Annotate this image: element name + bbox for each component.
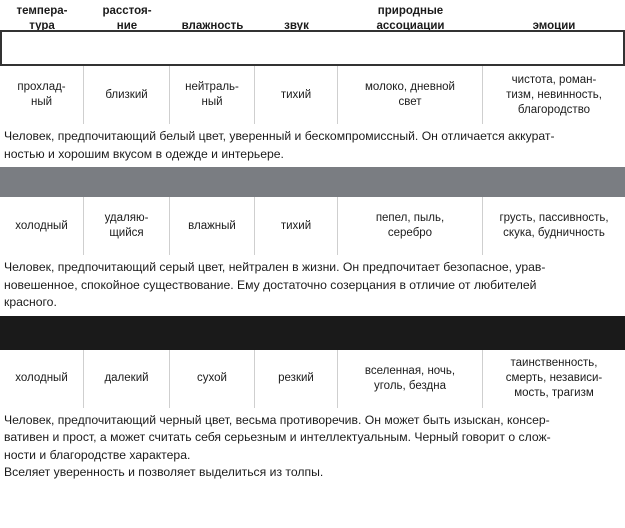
cell-distance: далекий [84, 350, 170, 408]
description-line: Человек, предпочитающий белый цвет, уверенный и бескомпромиссный. Он отличается аккурат- [4, 129, 555, 143]
cell-nature-associations: пепел, пыль, серебро [338, 197, 483, 255]
cell-temperature: холодный [0, 350, 84, 408]
color-swatch-gray [0, 167, 625, 197]
description-line: красного. [4, 295, 57, 309]
cell-distance: удаляю- щийся [84, 197, 170, 255]
cell-humidity: нейтраль- ный [170, 66, 255, 124]
column-header-temperature: темпера- тура [16, 5, 68, 30]
attribute-row-black [0, 350, 625, 408]
description-line: новешенное, спокойное существование. Ему достаточно созерцания в отличие от любителей [4, 277, 537, 292]
table-row [0, 30, 625, 167]
color-swatch-black [0, 316, 625, 350]
cell-temperature: прохлад- ный [0, 66, 84, 124]
cell-sound: тихий [255, 197, 338, 255]
description-extra-line: Вселяет уверенность и позволяет выделиться из толпы. [4, 465, 324, 479]
cell-sound: тихий [255, 66, 338, 124]
description-line: вативен и прост, а может считать себя серьезным и интеллектуальным. Черный говорит о слож- [4, 430, 551, 444]
attribute-row-white [0, 66, 625, 124]
description-black [0, 408, 625, 486]
description-gray [0, 255, 625, 316]
cell-distance: близкий [84, 66, 170, 124]
description-line: Человек, предпочитающий серый цвет, нейтрален в жизни. Он предпочитает безопасное, урав- [4, 260, 546, 274]
cell-temperature: холодный [0, 197, 84, 255]
description-line: Человек, предпочитающий черный цвет, весьма противоречив. Он может быть изыскан, консер- [4, 412, 550, 427]
cell-emotions: чистота, роман- тизм, невинность, благородство [506, 73, 602, 116]
cell-emotions: грусть, пассивность, скука, будничность [499, 212, 609, 239]
table-row [0, 316, 625, 486]
description-line: ностью и хорошим вкусом в одежде и интерьере. [4, 146, 284, 161]
column-header-distance: расстоя- ние [102, 5, 152, 30]
column-header-nature-associations: природные ассоциации [376, 5, 445, 30]
cell-emotions: таинственность, смерть, независи- мость, трагизм [505, 357, 603, 399]
table-header-row [0, 0, 625, 30]
cell-nature-associations: молоко, дневной свет [338, 66, 483, 124]
column-header-sound: звук [284, 20, 309, 30]
cell-nature-associations: вселенная, ночь, уголь, бездна [338, 350, 483, 408]
column-header-humidity: влажность [181, 20, 244, 30]
cell-sound: резкий [255, 350, 338, 408]
cell-humidity: влажный [170, 197, 255, 255]
table-row [0, 167, 625, 316]
cell-humidity: сухой [170, 350, 255, 408]
description-line: ности и благородстве характера. [4, 447, 191, 462]
description-white [0, 124, 625, 167]
color-swatch-white [0, 30, 625, 66]
column-header-emotions: эмоции [532, 20, 576, 30]
attribute-row-gray [0, 197, 625, 255]
